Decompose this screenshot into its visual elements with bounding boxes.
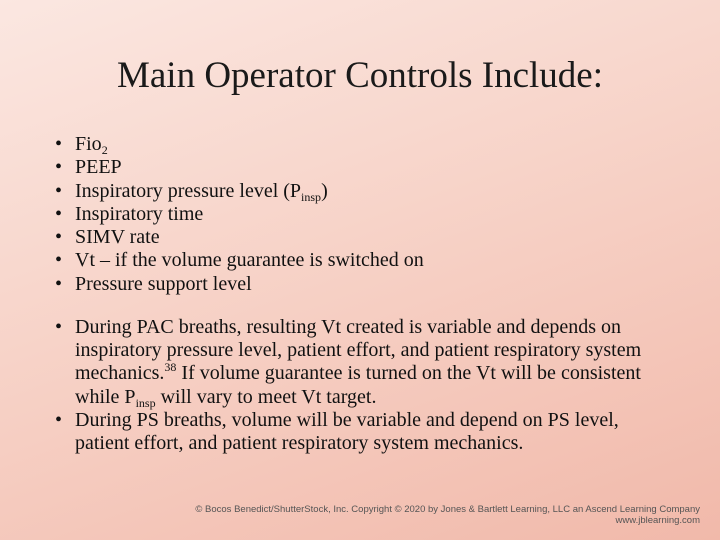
list-item-pinsp: • Inspiratory pressure level $(P_{insp})$ [55,179,328,204]
note-ps-breaths: • During PS breaths, volume will be variable and depend on PS level, patient effort, and patient respiratory system mechanics. [55,408,619,455]
bullet: • [55,316,63,338]
bullet: • [55,179,63,202]
list-item-pressure-support: • Pressure support level [55,272,252,295]
list-item-simv-rate: • SIMV rate [55,226,160,249]
reference-38: 38 [164,360,177,375]
copyright-line: © Bocos Benedict/ShutterStock, Inc. Copyright © 2020 by Jones & Bartlett Learning, LLC an Ascend Learning Company [195,504,700,515]
note-pac-breaths: • During PAC breaths, resulting Vt created is variable and depends on inspiratory pressure level, patient effort, and patient respiratory system mechanics.$^{38}$ If volume guarantee is turned on the Vt will be consistent while $P_{insp}$ will vary to meet Vt target. [55,316,642,410]
list-item-vt: • Vt – if the volume guarantee is switched on [55,249,424,272]
bullet: • [55,156,63,179]
list-item-fio2: • Fio$_2$ [55,133,108,157]
slide-title: Main Operator Controls Include: [116,55,604,96]
breath-notes-list [55,316,665,455]
bullet: • [55,408,63,431]
list-item-peep: • PEEP [55,156,122,179]
bullet: • [55,226,63,249]
bullet: • [55,272,63,295]
publisher-website: www.jblearning.com [615,515,700,526]
bullet: • [55,249,63,272]
bullet: • [55,202,63,225]
copyright-notice [195,504,700,526]
bullet: • [55,133,63,155]
list-item-insp-time: • Inspiratory time [55,202,204,225]
operator-controls-list [55,133,675,296]
